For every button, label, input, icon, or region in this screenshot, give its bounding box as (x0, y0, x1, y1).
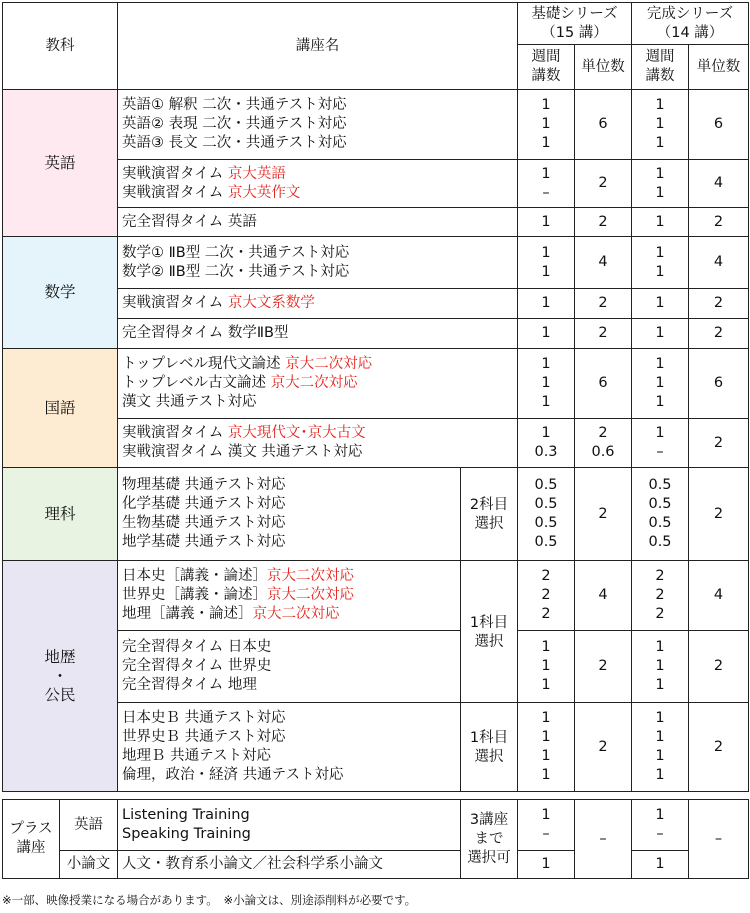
header-kansei-series: 完成シリーズ （14 講） (632, 3, 749, 45)
plus-kansei-units: – (689, 800, 749, 879)
english-group1-kiso-weekly: 1 1 1 (518, 90, 575, 160)
social-group2-kiso-units: 2 (575, 631, 632, 703)
english-group3-kiso-units: 2 (575, 208, 632, 237)
plus-course-table (2, 799, 749, 879)
math-group2-lecture: 実戦演習タイム 京大文系数学 (118, 289, 518, 319)
plus-english-lectures: Listening Training Speaking Training (118, 800, 461, 851)
math-group3-lecture: 完全習得タイム 数学ⅡB型 (118, 319, 518, 349)
math-group2-kansei-units: 2 (689, 289, 749, 319)
english-group2-lectures: 実戦演習タイム 京大英語 実戦演習タイム 京大英作文 (118, 160, 518, 208)
english-group3-kansei-weekly: 1 (632, 208, 689, 237)
footnote: ※一部、映像授業になる場合があります。 ※小論文は、別途添削料が必要です。 (2, 893, 417, 907)
header-subject: 教科 (3, 3, 118, 90)
subject-social: 地歴 ・ 公民 (3, 561, 118, 792)
social-group1-lectures: 日本史［講義・論述］京大二次対応 世界史［講義・論述］京大二次対応 地理［講義・論述］京大二次対応 (118, 561, 461, 631)
plus-selection-note: 3講座 まで 選択可 (461, 800, 518, 879)
english-group2-kansei-units: 4 (689, 160, 749, 208)
science-selection-note: 2科目 選択 (461, 468, 518, 561)
header-kansei-units: 単位数 (689, 45, 749, 90)
science-kiso-weekly: 0.5 0.5 0.5 0.5 (518, 468, 575, 561)
english-group2-kiso-weekly: 1 – (518, 160, 575, 208)
english-group1-lectures: 英語① 解釈 二次・共通テスト対応 英語② 表現 二次・共通テスト対応 英語③ 長文 二次・共通テスト対応 (118, 90, 518, 160)
japanese-group1-kansei-weekly: 1 1 1 (632, 349, 689, 419)
social-group1-kansei-units: 4 (689, 561, 749, 631)
science-kansei-weekly: 0.5 0.5 0.5 0.5 (632, 468, 689, 561)
social-group3-kiso-units: 2 (575, 703, 632, 792)
math-group1-kansei-units: 4 (689, 237, 749, 289)
japanese-group2-kiso-units: 2 0.6 (575, 419, 632, 468)
english-group3-lecture: 完全習得タイム 英語 (118, 208, 518, 237)
header-kiso-weekly: 週間 講数 (518, 45, 575, 90)
social-group2-kiso-weekly: 1 1 1 (518, 631, 575, 703)
social-selection-note-b: 1科目 選択 (461, 703, 518, 792)
japanese-group2-kansei-units: 2 (689, 419, 749, 468)
plus-english-subject: 英語 (60, 800, 118, 851)
japanese-group2-kiso-weekly: 1 0.3 (518, 419, 575, 468)
english-group2-kansei-weekly: 1 1 (632, 160, 689, 208)
english-group3-kiso-weekly: 1 (518, 208, 575, 237)
math-group2-kiso-units: 2 (575, 289, 632, 319)
social-group1-kansei-weekly: 2 2 2 (632, 561, 689, 631)
plus-course-label: プラス 講座 (3, 800, 60, 879)
math-group3-kansei-units: 2 (689, 319, 749, 349)
english-group2-kiso-units: 2 (575, 160, 632, 208)
subject-science: 理科 (3, 468, 118, 561)
subject-math: 数学 (3, 237, 118, 349)
plus-english-kiso-weekly: 1 – (518, 800, 575, 851)
math-group3-kiso-weekly: 1 (518, 319, 575, 349)
math-group3-kiso-units: 2 (575, 319, 632, 349)
english-group1-kiso-units: 6 (575, 90, 632, 160)
subject-english: 英語 (3, 90, 118, 237)
english-group1-kansei-weekly: 1 1 1 (632, 90, 689, 160)
header-kiso-units: 単位数 (575, 45, 632, 90)
math-group2-kansei-weekly: 1 (632, 289, 689, 319)
english-group3-kansei-units: 2 (689, 208, 749, 237)
japanese-group1-kiso-weekly: 1 1 1 (518, 349, 575, 419)
plus-essay-kansei-weekly: 1 (632, 851, 689, 879)
header-kiso-series: 基礎シリーズ （15 講） (518, 3, 632, 45)
math-group1-kiso-weekly: 1 1 (518, 237, 575, 289)
social-group1-kiso-weekly: 2 2 2 (518, 561, 575, 631)
math-group2-kiso-weekly: 1 (518, 289, 575, 319)
social-group3-kansei-units: 2 (689, 703, 749, 792)
math-group1-kansei-weekly: 1 1 (632, 237, 689, 289)
social-group2-kansei-units: 2 (689, 631, 749, 703)
plus-essay-lecture: 人文・教育系小論文／社会科学系小論文 (118, 851, 461, 879)
science-kansei-units: 2 (689, 468, 749, 561)
header-kansei-weekly: 週間 講数 (632, 45, 689, 90)
plus-essay-subject: 小論文 (60, 851, 118, 879)
social-group3-kiso-weekly: 1 1 1 1 (518, 703, 575, 792)
subject-japanese: 国語 (3, 349, 118, 468)
japanese-group2-lectures: 実戦演習タイム 京大現代文･京大古文 実戦演習タイム 漢文 共通テスト対応 (118, 419, 518, 468)
math-group1-lectures: 数学① ⅡB型 二次・共通テスト対応 数学② ⅡB型 二次・共通テスト対応 (118, 237, 518, 289)
japanese-group2-kansei-weekly: 1 – (632, 419, 689, 468)
japanese-group1-kiso-units: 6 (575, 349, 632, 419)
social-selection-note-a: 1科目 選択 (461, 561, 518, 703)
social-group2-kansei-weekly: 1 1 1 (632, 631, 689, 703)
japanese-group1-lectures: トップレベル現代文論述 京大二次対応 トップレベル古文論述 京大二次対応 漢文 共通テスト対応 (118, 349, 518, 419)
science-lectures: 物理基礎 共通テスト対応 化学基礎 共通テスト対応 生物基礎 共通テスト対応 地学基礎 共通テスト対応 (118, 468, 461, 561)
japanese-group1-kansei-units: 6 (689, 349, 749, 419)
social-group3-lectures: 日本史Ｂ 共通テスト対応 世界史Ｂ 共通テスト対応 地理Ｂ 共通テスト対応 倫理，政治・経済 共通テスト対応 (118, 703, 461, 792)
plus-kiso-units: – (575, 800, 632, 879)
course-table (2, 2, 749, 792)
math-group3-kansei-weekly: 1 (632, 319, 689, 349)
social-group3-kansei-weekly: 1 1 1 1 (632, 703, 689, 792)
science-kiso-units: 2 (575, 468, 632, 561)
plus-english-kansei-weekly: 1 – (632, 800, 689, 851)
social-group1-kiso-units: 4 (575, 561, 632, 631)
social-group2-lectures: 完全習得タイム 日本史 完全習得タイム 世界史 完全習得タイム 地理 (118, 631, 461, 703)
plus-essay-kiso-weekly: 1 (518, 851, 575, 879)
header-course-name: 講座名 (118, 3, 518, 90)
math-group1-kiso-units: 4 (575, 237, 632, 289)
english-group1-kansei-units: 6 (689, 90, 749, 160)
